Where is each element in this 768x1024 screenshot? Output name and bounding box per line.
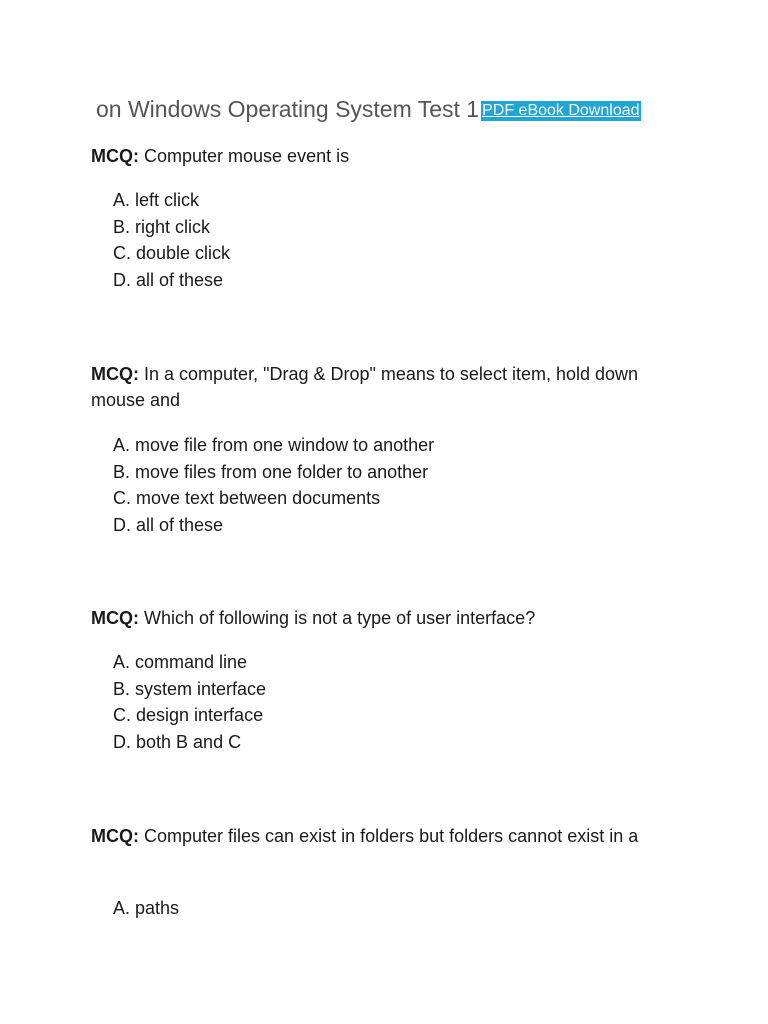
option-item: A. command line bbox=[113, 652, 248, 672]
question-2-options bbox=[113, 432, 434, 538]
option-item: D. both B and C bbox=[113, 731, 242, 752]
mcq-label: MCQ: bbox=[91, 826, 139, 846]
option-item: A. paths bbox=[113, 898, 180, 918]
question-text: Which of following is not a type of user interface? bbox=[139, 608, 536, 628]
option-item: B. move files from one folder to another bbox=[113, 461, 429, 482]
question-text: Computer files can exist in folders but folders cannot exist in a bbox=[139, 826, 639, 846]
title-row bbox=[96, 94, 641, 124]
question-3-options bbox=[113, 649, 266, 755]
page-title: on Windows Operating System Test 1 bbox=[96, 96, 480, 122]
pdf-ebook-download-link[interactable]: PDF eBook Download bbox=[482, 102, 640, 119]
question-1-options bbox=[113, 187, 230, 293]
question-2 bbox=[91, 361, 691, 413]
option-item: A. left click bbox=[113, 190, 200, 210]
option-item: B. right click bbox=[113, 216, 211, 237]
mcq-label: MCQ: bbox=[91, 364, 139, 384]
option-item: A. move file from one window to another bbox=[113, 435, 435, 455]
question-text: In a computer, "Drag & Drop" means to select item, hold down mouse and bbox=[91, 364, 639, 410]
option-item: D. all of these bbox=[113, 514, 224, 535]
option-item: C. move text between documents bbox=[113, 488, 381, 508]
question-4-options bbox=[113, 895, 179, 922]
option-item: C. double click bbox=[113, 243, 231, 263]
question-4 bbox=[91, 823, 691, 849]
mcq-label: MCQ: bbox=[91, 608, 139, 628]
option-item: B. system interface bbox=[113, 678, 267, 699]
option-item: D. all of these bbox=[113, 269, 224, 290]
question-1 bbox=[91, 143, 691, 169]
option-item: C. design interface bbox=[113, 705, 264, 725]
mcq-label: MCQ: bbox=[91, 146, 139, 166]
question-text: Computer mouse event is bbox=[139, 146, 350, 166]
question-3 bbox=[91, 605, 691, 631]
